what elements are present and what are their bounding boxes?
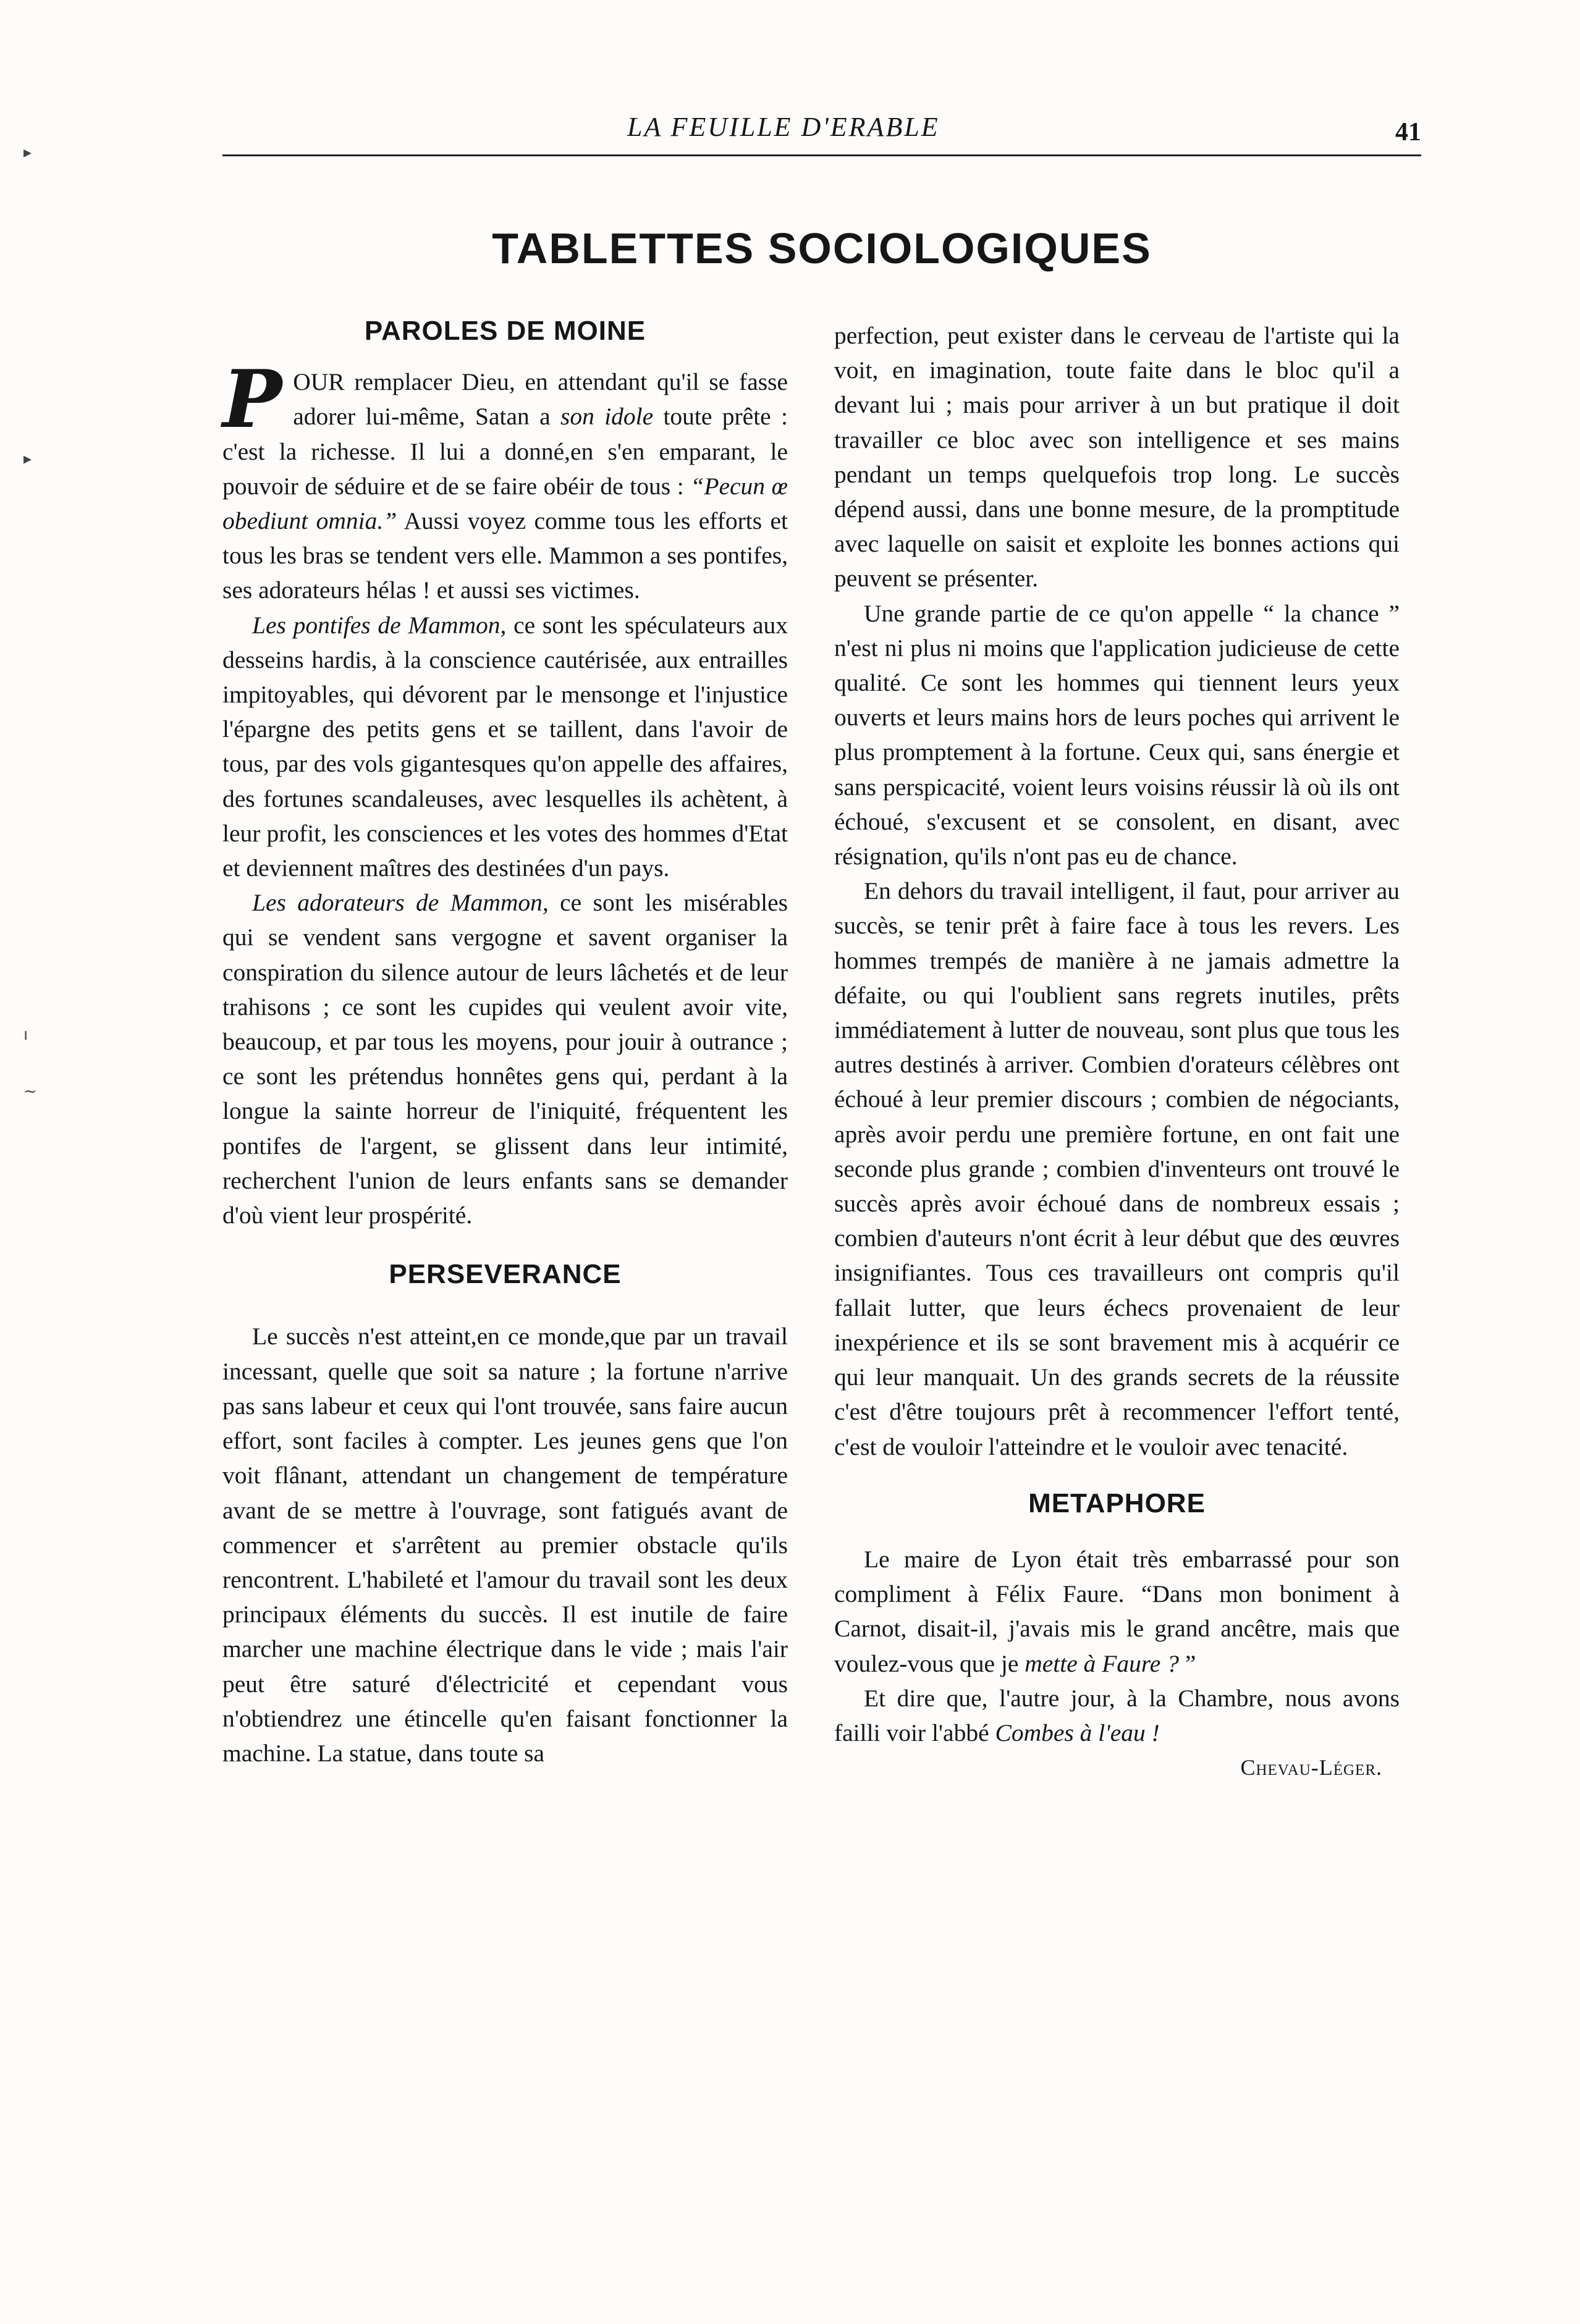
drop-cap: P (222, 353, 282, 447)
paragraph: Le succès n'est atteint,en ce monde,que par un travail incessant, quelle que soit sa nature ; la fortune n'arrive pas sans labeur et ceux qui l'ont trouvée, sans faire aucun effort, sont faciles à compter. Les jeunes gens que l'on voit flânant, attendant un changement de température avant de se mettre à l'ouvrage, sont fatigués avant de commencer et s'arrêtent au premier obstacle qu'ils rencontrent. L'habileté et l'amour du travail sont les deux principaux éléments du succès. Il est inutile de faire marcher une machine électrique dans le vide ; mais l'air peut être saturé d'électricité et cependant vous n'obtiendrez une étincelle qu'en faisant fonctionner la machine. La statue, dans toute sa (222, 1323, 788, 1767)
paragraph (222, 885, 788, 1232)
text-run: Et dire que, l'autre jour, à la Chambre, nous avons failli voir l'abbé (834, 1684, 1400, 1746)
text-run: Le maire de Lyon était très embarrassé pour son compliment à Félix Faure. “Dans mon boniment à Carnot, disait-il, j'avais mis le grand ancêtre, mais que voulez-vous que je (834, 1545, 1400, 1677)
italic-run: Les pontifes de Mammon, (252, 611, 507, 639)
margin-mark: ▸ (23, 143, 32, 162)
page-number: 41 (1395, 118, 1421, 146)
margin-mark: ▸ (23, 450, 32, 468)
author-signature: Chevau-Léger. (1240, 1755, 1382, 1780)
text-run: ” (1178, 1649, 1196, 1677)
italic-run: mette à Faure ? (1024, 1649, 1179, 1677)
margin-mark: ~ (23, 1082, 37, 1101)
running-header (222, 111, 1421, 156)
section-heading-perseverance: PERSEVERANCE (389, 1259, 622, 1290)
paragraph (222, 353, 788, 607)
text-run: OUR remplacer Dieu, en attendant qu'il se fasse adorer lui-même, Satan a (293, 368, 788, 431)
paragraph (834, 1681, 1400, 1750)
italic-run: son idole (560, 403, 654, 431)
italic-run: “Pecun œ obediunt omnia.” (222, 472, 788, 535)
paragraph: En dehors du travail intelligent, il faut, pour arriver au succès, se tenir prêt à faire face à tous les revers. Les hommes trempés de manière à ne jamais admettre la défaite, ou qui l'oublient sans regrets inutiles, prêts immédiatement à lutter de nouveau, sont plus que tous les autres destinés à arriver. Combien d'orateurs célèbres ont échoué à leur premier discours ; combien de négociants, après avoir perdu une première fortune, en ont fait une seconde plus grande ; combien d'inventeurs ont trouvé le succès après avoir échoué dans de nombreux essais ; combien d'auteurs n'ont écrit à leur début que des œuvres insignifiantes. Tous ces travailleurs ont compris qu'il fallait lutter, que leurs échecs provenaient de leur inexpérience et ils se sont bravement mis à acquérir ce qui leur manquait. Un des grands secrets de la réussite c'est d'être toujours prêt à recommencer l'effort tenté, c'est de vouloir l'atteindre et le vouloir avec tenacité. (834, 877, 1400, 1460)
text-run: toute prête : c'est la richesse. Il lui a donné,en s'en emparant, le pouvoir de séduire et de se faire obéir de tous : (222, 403, 788, 500)
right-column (834, 318, 1400, 1785)
italic-run: Les adorateurs de Mammon, (252, 889, 549, 917)
article-title: TABLETTES SOCIOLOGIQUES (492, 224, 1152, 272)
section-heading-metaphore: METAPHORE (1028, 1488, 1206, 1518)
paragraph (834, 1542, 1400, 1681)
text-run: ce sont les spéculateurs aux desseins hardis, à la conscience cautérisée, aux entrailles impitoyables, qui dévorent par le mensonge et l'injustice l'épargne des petits gens et se taillent, dans l'avoir de tous, par des vols gigantesques qu'on appelle des affaires, des fortunes scandaleuses, avec lesquelles ils achètent, à leur profit, les consciences et les votes des hommes d'Etat et deviennent maîtres des destinées d'un pays. (222, 611, 788, 882)
paragraph (222, 608, 788, 886)
text-run: ce sont les misérables qui se vendent sans vergogne et savent organiser la conspiration du silence autour de leurs lâchetés et de leur trahisons ; ce sont les cupides qui veulent avoir vite, beaucoup, et par tous les moyens, pour jouir à outrance ; ce sont les prétendus honnêtes gens qui, perdant à la longue la sainte horreur de l'iniquité, fréquentent les pontifes de l'argent, se glissent dans leur intimité, recherchent l'union de leurs enfants sans se demander d'où vient leur prospérité. (222, 889, 788, 1229)
section-heading-paroles: PAROLES DE MOINE (364, 316, 646, 346)
paragraph: Une grande partie de ce qu'on appelle “ la chance ” n'est ni plus ni moins que l'application judicieuse de cette qualité. Ce sont les hommes qui tiennent leurs yeux ouverts et leurs mains hors de leurs poches qui arrivent le plus promptement à la fortune. Ceux qui, sans énergie et sans perspicacité, voient leurs voisins réussir là où ils ont échoué, s'excusent et se consolent, en disant, avec résignation, qu'ils n'ont pas eu de chance. (834, 599, 1400, 870)
left-column (222, 309, 788, 1770)
running-title: LA FEUILLE D'ERABLE (627, 112, 940, 142)
paragraph: perfection, peut exister dans le cerveau de l'artiste qui la voit, en imagination, toute faite dans le bloc qu'il a devant lui ; mais pour arriver à un but pratique il doit travailler ce bloc avec son intelligence et ses mains pendant un temps quelquefois trop long. Le succès dépend aussi, dans une bonne mesure, de la promptitude avec laquelle on saisit et exploite les bonnes actions qui peuvent se présenter. (834, 322, 1400, 592)
text-run: Aussi voyez comme tous les efforts et tous les bras se tendent vers elle. Mammon a ses pontifes, ses adorateurs hélas ! et aussi ses victimes. (222, 507, 788, 604)
margin-mark: ı (23, 1025, 28, 1044)
italic-run: Combes à l'eau ! (995, 1719, 1160, 1746)
